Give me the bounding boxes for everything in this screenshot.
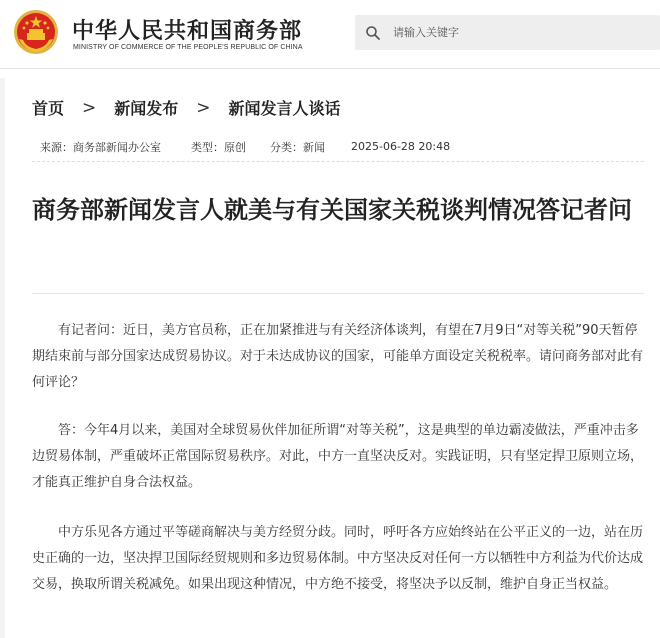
article-meta: [32, 132, 644, 162]
national-emblem-icon[interactable]: [13, 9, 59, 55]
search-input[interactable]: [393, 26, 633, 39]
breadcrumb-separator: >: [196, 97, 211, 118]
meta-datetime: 2025-06-28 20:48: [351, 140, 451, 153]
article-paragraph: 中方乐见各方通过平等磋商解决与美方经贸分歧。同时，呼吁各方应始终站在公平正义的一边，站在历史正确的一边，坚决捍卫国际经贸规则和多边贸易体制。中方坚决反对任何一方以牺牲中方利益为代价达成交易，换取所谓关税减免。如果出现这种情况，中方绝不接受，将坚决予以反制，维护自身正当权益。: [32, 525, 644, 592]
breadcrumb-separator: >: [82, 97, 97, 118]
meta-type: 类型：原创: [191, 140, 246, 154]
site-header: [0, 0, 660, 68]
article-paragraph: 有记者问：近日，美方官员称，正在加紧推进与有关经济体谈判，有望在7月9日“对等关税”90天暂停期结束前与部分国家达成贸易协议。对于未达成协议的国家，可能单方面设定关税税率。请问商务部对此有何评论？: [32, 323, 644, 390]
site-name-en: MINISTRY OF COMMERCE OF THE PEOPLE'S REPUBLIC OF CHINA: [73, 44, 303, 51]
header-divider: [0, 68, 660, 69]
search-icon[interactable]: [365, 25, 381, 41]
meta-source: 来源：商务部新闻办公室: [40, 140, 161, 154]
search-box[interactable]: [355, 15, 660, 50]
breadcrumb-spokesperson[interactable]: 新闻发言人谈话: [228, 99, 341, 118]
article-title: 商务部新闻发言人就美与有关国家关税谈判情况答记者问: [32, 196, 632, 224]
breadcrumb-news-release[interactable]: 新闻发布: [114, 99, 179, 118]
site-name-cn[interactable]: 中华人民共和国商务部: [72, 19, 303, 44]
meta-category: 分类：新闻: [270, 140, 325, 154]
breadcrumb-home[interactable]: 首页: [32, 99, 65, 118]
title-divider: [32, 293, 644, 294]
breadcrumb: [32, 96, 341, 119]
article-paragraph: 答：今年4月以来，美国对全球贸易伙伴加征所谓“对等关税”，这是典型的单边霸凌做法，严重冲击多边贸易体制，严重破坏正常国际贸易秩序。对此，中方一直坚决反对。实践证明，只有坚定捍卫原则立场，才能真正维护自身合法权益。: [32, 423, 644, 490]
left-edge-bar: [0, 78, 5, 638]
